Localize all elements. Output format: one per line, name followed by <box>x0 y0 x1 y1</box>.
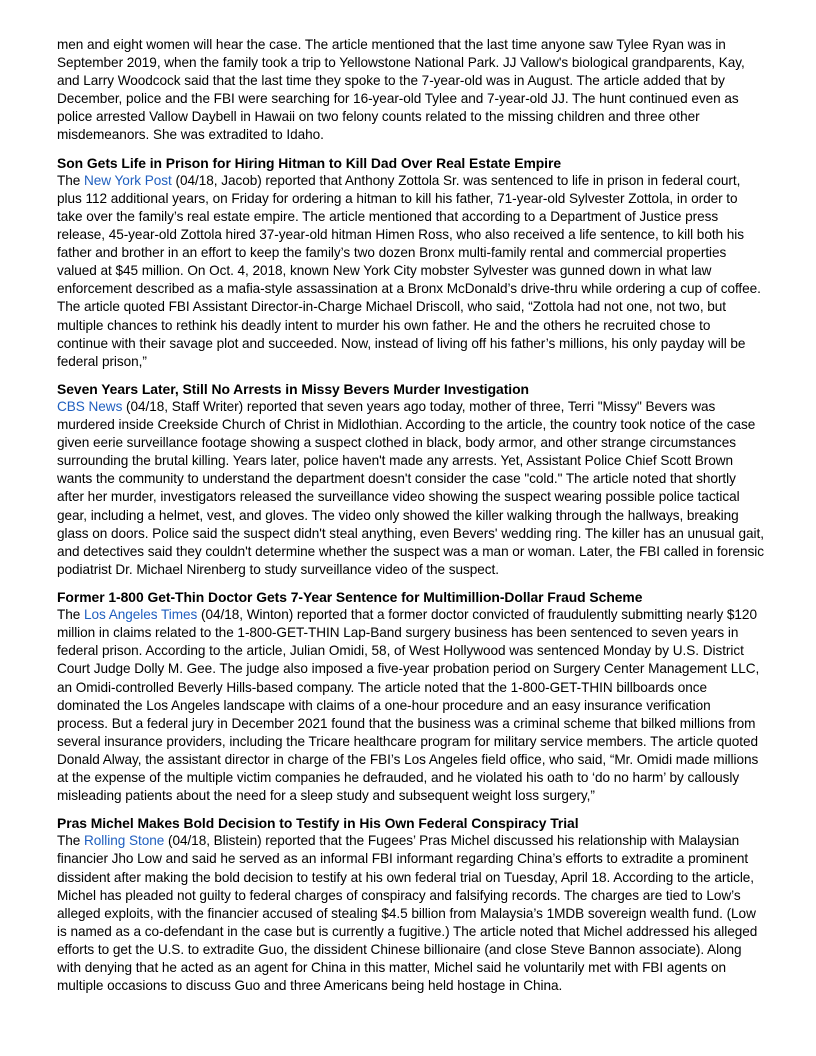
article-headline: Pras Michel Makes Bold Decision to Testify in His Own Federal Conspiracy Trial <box>57 815 579 832</box>
source-link-cbs-news[interactable]: CBS News <box>57 399 123 414</box>
article-body <box>57 172 765 371</box>
article-headline: Former 1-800 Get-Thin Doctor Gets 7-Year Sentence for Multimillion-Dollar Fraud Scheme <box>57 588 643 605</box>
article-omidi <box>57 588 765 805</box>
article-bevers <box>57 380 765 579</box>
document-page <box>57 36 765 1004</box>
article-prefix: The <box>57 607 85 623</box>
intro-paragraph: men and eight women will hear the case. The article mentioned that the last time anyone saw Tylee Ryan was in September 2019, when the family took a trip to Yellowstone National Park. JJ Vallow's biological grandparents, Kay, and Larry Woodcock said that the last time they spoke to the 7-year-old was in August. The article added that by December, police and the FBI were searching for 16-year-old Tylee and 7-year-old JJ. The hunt continued even as police arrested Vallow Daybell in Hawaii on two felony counts related to the missing children and three other misdemeanors. She was extradited to Idaho. <box>57 37 745 143</box>
article-headline: Son Gets Life in Prison for Hiring Hitman to Kill Dad Over Real Estate Empire <box>57 154 562 171</box>
source-link-los-angeles-times[interactable]: Los Angeles Times <box>84 607 198 623</box>
article-text: (04/18, Staff Writer) reported that seven years ago today, mother of three, Terri "Missy" Bevers was murdered inside Creekside Church of Christ in Midlothian. According to the article, the country took notice of the case given eerie surveillance footage showing a suspect clothed in black, body armor, and other strange circumstances surrounding the brutal killing. Years later, police haven't made any arrests. Yet, Assistant Police Chief Scott Brown wants the community to understand the department doesn't consider the case "cold." The article noted that shortly after her murder, investigators released the surveillance video showing the suspect wearing possible police tactical gear, including a helmet, vest, and gloves. The video only showed the killer walking through the hallways, breaking glass on doors. Police said the suspect didn't steal anything, even Bevers' wedding ring. The killer has an unusual gait, and detectives said they couldn't determine whether the suspect was a man or woman. Later, the FBI called in forensic podiatrist Dr. Michael Nirenberg to study surveillance video of the suspect. <box>57 399 765 577</box>
source-link-new-york-post[interactable]: New York Post <box>84 172 172 188</box>
article-prefix: The <box>57 833 85 849</box>
article-text: (04/18, Winton) reported that a former doctor convicted of fraudulently submitting nearly $120 million in claims related to the 1-800-GET-THIN Lap-Band surgery business has been sentenced to seven years in federal prison. According to the article, Julian Omidi, 58, of West Hollywood was sentenced Monday by U.S. District Court Judge Dolly M. Gee. The judge also imposed a five-year probation period on Surgery Center Management LLC, an Omidi-controlled Beverly Hills-based company. The article noted that the 1-800-GET-THIN billboards once dominated the Los Angeles landscape with claims of a one-hour procedure and an easy insurance verification process. But a federal jury in December 2021 found that the business was a criminal scheme that bilked millions from several insurance providers, including the Tricare healthcare program for military service members. The article quoted Donald Alway, the assistant director in charge of the FBI’s Los Angeles field office, who said, “Mr. Omidi made millions at the expense of the multiple victim companies he defrauded, and he violated his oath to ‘do no harm’ by callously misleading patients about the need for a sleep study and subsequent weight loss surgery,” <box>57 607 760 804</box>
article-body <box>57 832 765 995</box>
source-link-rolling-stone[interactable]: Rolling Stone <box>84 833 165 849</box>
article-headline: Seven Years Later, Still No Arrests in Missy Bevers Murder Investigation <box>57 380 529 397</box>
article-zottola <box>57 154 765 371</box>
article-text: (04/18, Jacob) reported that Anthony Zottola Sr. was sentenced to life in prison in federal court, plus 112 additional years, on Friday for ordering a hitman to kill his father, 71-year-old Sylvester Zottola, in order to take over the family’s real estate empire. The article mentioned that according to a Department of Justice press release, 45-year-old Zottola hired 37-year-old hitman Himen Ross, who also received a life sentence, to kill both his father and brother in an effort to keep the family’s two dozen Bronx multi-family rental and commercial properties valued at $45 million. On Oct. 4, 2018, known New York City mobster Sylvester was gunned down in what law enforcement described as a mafia-style assassination at a Bronx McDonald’s drive-thru while ordering a cup of coffee. The article quoted FBI Assistant Director-in-Charge Michael Driscoll, who said, “Zottola had not one, not two, but multiple chances to rethink his deadly intent to murder his own father. He and the others he recruited chose to continue with their savage plot and succeeded. Now, instead of living off his father’s millions, his only payday will be federal prison,” <box>57 172 761 369</box>
article-body <box>57 398 765 579</box>
article-text: (04/18, Blistein) reported that the Fugees’ Pras Michel discussed his relationship with Malaysian financier Jho Low and said he served as an informal FBI informant regarding China’s efforts to extradite a prominent dissident after making the bold decision to testify at his own federal trial on Tuesday, April 18. According to the article, Michel has pleaded not guilty to federal charges of conspiracy and falsifying records. The charges are tied to Low’s alleged exploits, with the financier accused of stealing $4.5 billion from Malaysia’s 1MDB sovereign wealth fund. (Low is named as a co-defendant in the case but is currently a fugitive.) The article noted that Michel addressed his alleged efforts to get the U.S. to extradite Guo, the dissident Chinese billionaire (and close Steve Bannon associate). Along with denying that he acted as an agent for China in this matter, Michel said he voluntarily met with FBI agents on multiple occasions to discuss Guo and three Americans being held hostage in China. <box>57 833 758 994</box>
article-michel <box>57 814 765 995</box>
article-prefix: The <box>57 172 85 188</box>
article-body <box>57 606 765 805</box>
